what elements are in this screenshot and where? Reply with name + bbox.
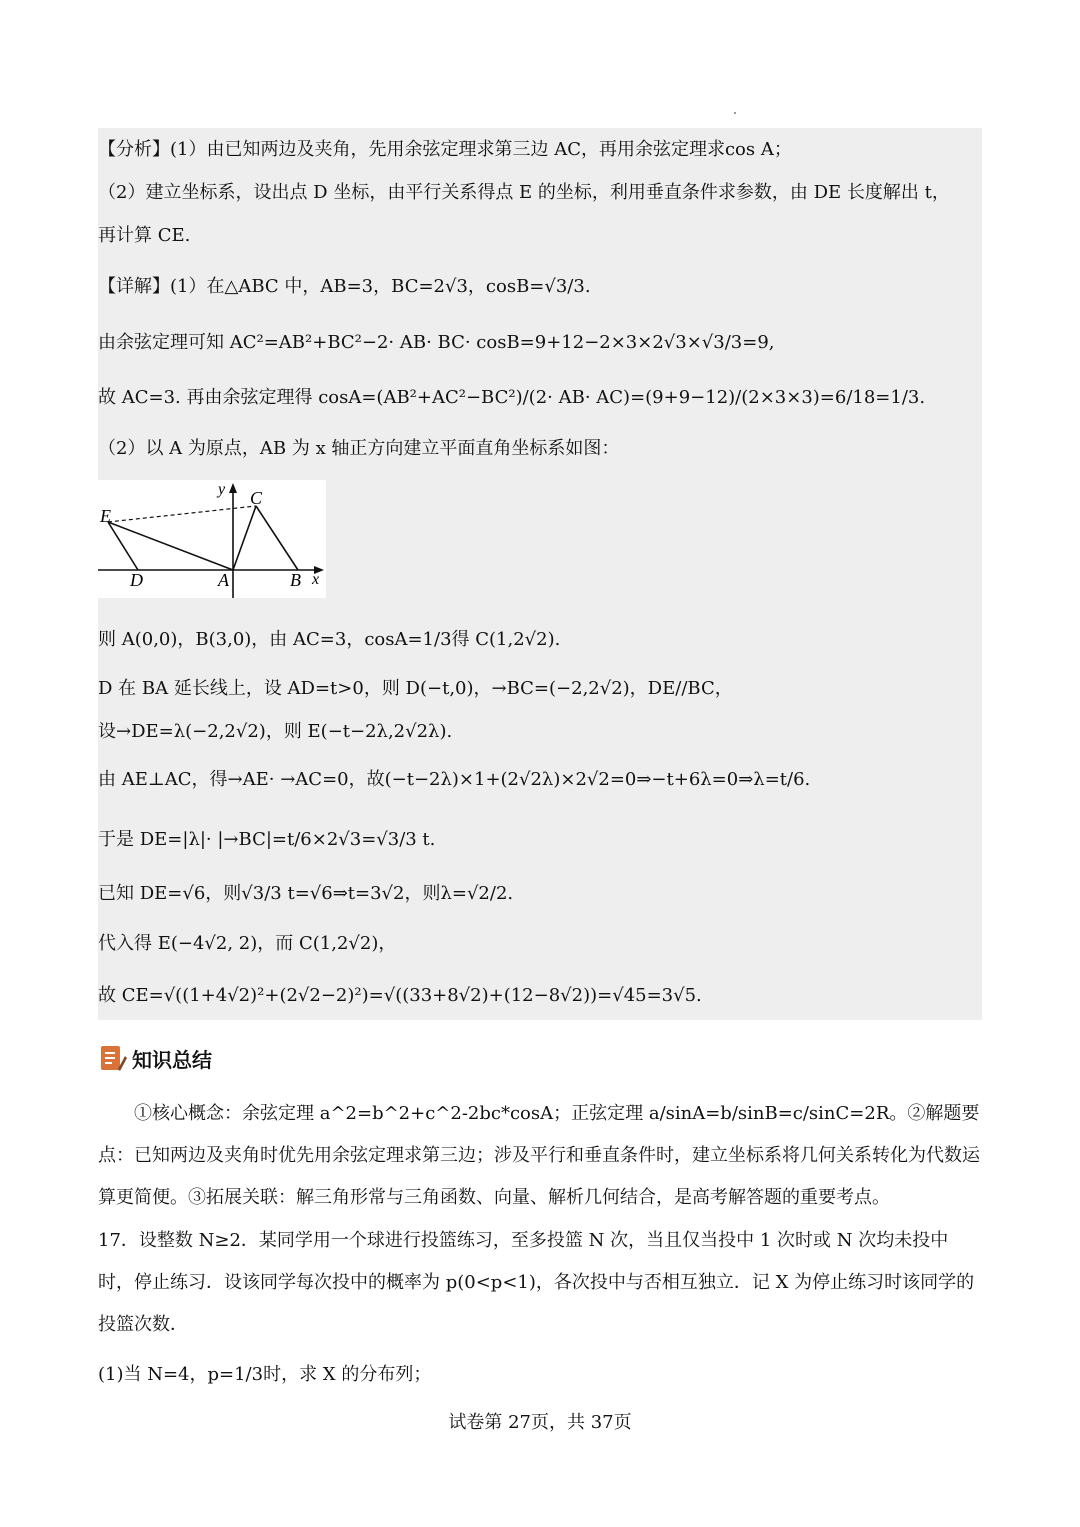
detail-line-8: 由 AE⊥AC，得→AE· →AC=0，故(−t−2λ)×1+(2√2λ)×2√2=0⇒−t+6λ=0⇒λ=t/6. [98,769,811,790]
summary-heading-text: 知识总结 [132,1047,212,1072]
detail-line-7: 设→DE=λ(−2,2√2)，则 E(−t−2λ,2√2λ). [98,721,453,742]
analysis-line-2: （2）建立坐标系，设出点 D 坐标，由平行关系得点 E 的坐标，利用垂直条件求参数，由 DE 长度解出 t， [98,182,950,203]
detail-line-12: 故 CE=√((1+4√2)²+(2√2−2)²)=√((33+8√2)+(12−8√2))=√45=3√5. [98,985,702,1006]
label-d: D [130,570,143,590]
label-x: x [312,571,320,588]
detail-line-5: 则 A(0,0)，B(3,0)，由 AC=3，cosA=1/3得 C(1,2√2). [98,629,561,650]
analysis-line-1: 【分析】(1）由已知两边及夹角，先用余弦定理求第三边 AC，再用余弦定理求cos A； [98,139,792,160]
analysis-line-3: 再计算 CE. [98,225,191,246]
segment-ea [108,522,233,570]
detail-line-10: 已知 DE=√6，则√3/3 t=√6⇒t=3√2，则λ=√2/2. [98,883,514,904]
detail-line-11: 代入得 E(−4√2, 2)，而 C(1,2√2)， [98,933,397,954]
label-y: y [218,481,226,498]
segment-ed [108,522,138,570]
detail-line-9: 于是 DE=|λ|· |→BC|=t/6×2√3=√3/3 t. [98,829,436,850]
summary-text: ①核心概念：余弦定理 a^2=b^2+c^2-2bc*cosA；正弦定理 a/sinA=b/sinB=c/sinC=2R。②解题要点：已知两边及夹角时优先用余弦定理求第三边；涉及平行和垂直条件时，建立坐标系将几何关系转化为代数运算更简便。③拓展关联：解三角形常与三角函数、向量、解析几何结合，是高考解答题的重要考点。 [98,1103,980,1208]
label-b: B [290,570,301,590]
label-e: E [100,506,111,526]
problem-17-text: 17．设整数 N≥2．某同学用一个球进行投篮练习，至多投篮 N 次，当且仅当投中 1 次时或 N 次均未投中时，停止练习．设该同学每次投中的概率为 p(0<p<1)，各次投中与否相互独立．记 X 为停止练习时该同学的投篮次数． [98,1230,975,1335]
page-footer: 试卷第 27页，共 37页 [448,1412,632,1433]
label-a: A [218,570,229,590]
summary-heading [98,1040,212,1076]
label-c: C [250,488,263,508]
segment-cb [256,506,298,570]
detail-line-1: 【详解】(1）在△ABC 中，AB=3，BC=2√3，cosB=√3/3. [98,276,591,297]
coordinate-diagram [98,480,326,598]
detail-line-4: （2）以 A 为原点，AB 为 x 轴正方向建立平面直角坐标系如图： [98,438,620,459]
scan-dot [734,112,736,114]
segment-ac [233,506,256,570]
coordinate-diagram-svg [98,480,326,598]
y-axis-arrow [229,483,237,493]
notebook-pencil-icon [98,1043,128,1073]
problem-17-part-1: (1)当 N=4，p=1/3时，求 X 的分布列； [98,1364,432,1385]
detail-line-3: 故 AC=3. 再由余弦定理得 cosA=(AB²+AC²−BC²)/(2· AB· AC)=(9+9−12)/(2×3×3)=6/18=1/3. [98,387,926,408]
detail-line-2: 由余弦定理可知 AC²=AB²+BC²−2· AB· BC· cosB=9+12−2×3×2√3×√3/3=9, [98,332,775,353]
detail-line-6: D 在 BA 延长线上，设 AD=t>0，则 D(−t,0)，→BC=(−2,2√2)，DE//BC， [98,678,733,699]
